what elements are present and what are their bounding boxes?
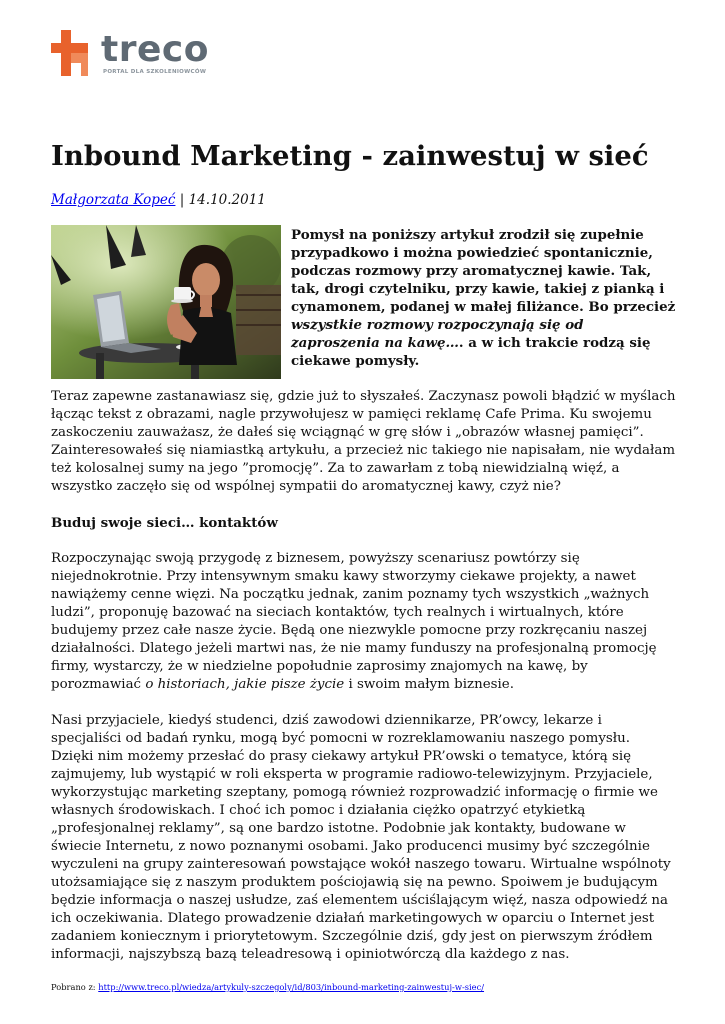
lead-text-end: . a w ich trakcie rodzą się ciekawe pomysły. (291, 335, 651, 369)
footer-label: Pobrano z: (51, 982, 99, 992)
lead-text-start: Pomysł na poniższy artykuł zrodził się zupełnie przypadkowo i można powiedzieć spontanicznie, podczas rozmowy przy aromatycznej kawie. Tak, tak, drogi czytelniku, przy kawie, takiej z pianką i cynamonem, podanej w małej filiżance. Bo przecież (291, 227, 676, 315)
lead-emphasis: wszystkie rozmowy rozpoczynają się od zaproszenia na kawę… (291, 317, 584, 351)
section-heading: Buduj swoje sieci… kontaktów (51, 515, 278, 531)
paragraph-coffee-ad: Teraz zapewne zastanawiasz się, gdzie już to słyszałeś. Zaczynasz powoli błądzić w myślach łącząc tekst z obrazami, nagle przywołujesz w pamięci reklamę Cafe Prima. Ku swojemu zaskoczeniu zauważasz, że dałeś się wciągnąć w grę słów i „obrazów własnej pamięci”. Zainteresowałeś się niamiastką artykułu, a przecież nic takiego nie napisałam, nie wydałam też kolosalnej sumy na jego ”promocję”. Za to zawarłam z tobą niewidzialną więź, a wszystko zaczęło się od wspólnej sympatii do aromatycznej kawy, czyż nie? (51, 389, 676, 494)
treco-logo-mark-icon (51, 30, 88, 76)
paragraph-networking-emphasis: o historiach, jakie pisze życie (145, 677, 345, 692)
treco-logo[interactable] (51, 30, 211, 80)
footer-source-link[interactable]: http://www.treco.pl/wiedza/artykuly-szczegoly/id/803/inbound-marketing-zainwestuj-w-siec/ (98, 982, 485, 992)
article-date: 14.10.2011 (188, 192, 266, 208)
paragraph-networking-text: Rozpoczynając swoją przygodę z biznesem, powyższy scenariusz powtórzy się niejednokrotnie. Przy intensywnym smaku kawy stworzymy ciekawe projekty, a nawet nawiążemy cenne więzi. Na początku jednak, zanim poznamy tych wszystkich „ważnych ludzi”, proponuję bazować na sieciach kontaktów, tych realnych i wirtualnych, które budujemy przez całe nasze życie. Będą one niezwykle pomocne przy rozkręcaniu naszej działalności. Dlatego jeżeli martwi nas, że nie mamy funduszy na profesjonalną promocję firmy, wystarczy, że w niedzielne popołudnie zaprosimy znajomych na kawę, by porozmawiać (51, 551, 657, 692)
photo-float-spacer (51, 226, 291, 388)
article-body (51, 226, 676, 964)
footer-source (51, 981, 484, 993)
byline (51, 190, 266, 210)
author-link[interactable]: Małgorzata Kopeć (51, 192, 176, 208)
paragraph-networking-tail: i swoim małym biznesie. (344, 677, 514, 692)
article-title: Inbound Marketing - zainwestuj w sieć (51, 140, 649, 172)
paragraph-networking (51, 550, 676, 694)
logo-wordmark: treco (101, 29, 209, 70)
logo-tagline: PORTAL DLA SZKOLENIOWCÓW (103, 69, 207, 75)
paragraph-friends: Nasi przyjaciele, kiedyś studenci, dziś zawodowi dziennikarze, PR’owcy, lekarze i specjaliści od badań rynku, mogą być pomocni w rozreklamowaniu naszego pomysłu. Dzięki nim możemy przesłać do prasy ciekawy artykuł PR’owski o tematyce, którą się zajmujemy, lub wystąpić w roli eksperta w programie radiowo-telewizyjnym. Przyjaciele, wykorzystując marketing szeptany, pomogą również rozprowadzić informację o firmie we własnych środowiskach. I choć ich pomoc i działania ciężko opatrzyć etykietką „profesjonalnej reklamy”, są one bardzo istotne. Podobnie jak kontakty, budowane w świecie Internetu, z nowo poznanymi osobami. Jako producenci musimy być szczególnie wyczuleni na grupy zainteresowań powstające wokół naszego towaru. Wirtualne wspólnoty utożsamiające się z naszym produktem pościojawią się na pewno. Spoiwem je budującym będzie informacja o naszej usłudze, zaś elementem uściślającym więź, nasza odpowiedź na ich oczekiwania. Dlatego prowadzenie działań marketingowych w oparciu o Internet jest zadaniem koniecznym i priorytetowym. Szczególnie dziś, gdy jest on pierwszym źródłem informacji, najszybszą bazą teleadresową i opiniotwórczą dla każdego z nas. (51, 713, 671, 962)
byline-separator: | (175, 192, 189, 208)
